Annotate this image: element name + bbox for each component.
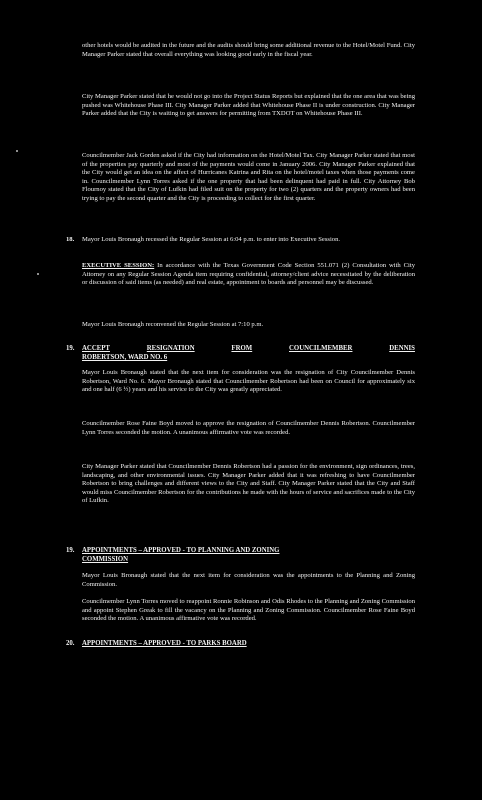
executive-session-paragraph	[82, 262, 415, 288]
item-19-planning-zoning-heading	[66, 547, 415, 565]
item-19-resignation-heading	[66, 345, 415, 363]
executive-session-label: EXECUTIVE SESSION:	[82, 262, 155, 269]
heading-word-accept: ACCEPT	[82, 345, 110, 352]
item-18	[66, 236, 415, 245]
item-20-parks-board-heading	[66, 640, 415, 649]
item-19b-heading-line2: COMMISSION	[82, 555, 129, 563]
paragraph-project-status: City Manager Parker stated that he would not go into the Project Status Reports but explained that the one area that was being pushed was Whitehouse Phase III. City Manager Parker added that Whitehouse Phase II is under construction. City Manager Parker added that the City is waiting to get answers for permitting from TXDOT on Whitehouse Phase III.	[82, 93, 415, 118]
item-19a-heading-line2: ROBERTSON, WARD NO. 6	[82, 353, 168, 361]
executive-session-text: In accordance with the Texas Government Code Section 551.071 (2) Consultation with City Attorney on any Regular Session Agenda item requiring confidential, attorney/client advice necessitated by the deliberation or discussion of said items (as needed) and real estate, appointment to boards and personnel may be discussed.	[82, 262, 416, 287]
scan-speck	[37, 273, 39, 275]
paragraph-hotel-audits: other hotels would be audited in the future and the audits should bring some additional revenue to the Hotel/Motel Fund. City Manager Parker stated that overall everything was looking good early in the fiscal year.	[82, 42, 415, 58]
heading-word-resignation: RESIGNATION	[146, 345, 195, 352]
reconvene-paragraph: Mayor Louis Bronaugh reconvened the Regular Session at 7:10 p.m.	[82, 321, 264, 328]
paragraph-resignation-statement: Mayor Louis Bronaugh stated that the next item for consideration was the resignation of City Councilmember Dennis Robertson, Ward No. 6. Mayor Bronaugh stated that Councilmember Robertson had been on Council for approximately six and one half (6 ½) years and his service to the City was greatly appreciated.	[82, 369, 415, 394]
item-20-heading-text: APPOINTMENTS – APPROVED - TO PARKS BOARD	[82, 640, 247, 647]
item-19b-number: 19.	[66, 547, 75, 554]
paragraph-hotel-motel-tax: Councilmember Jack Gorden asked if the City had information on the Hotel/Motel Tax. City Manager Parker stated that most of the properties pay quarterly and most of the payments would come in January 2006. City Manager Parker explained that the City would get an idea on the affect of Hurricanes Katrina and Rita on the hotel/motel taxes when those payments come in. Councilmember Lynn Torres asked if the one property that had been delinquent had paid in full. City Attorney Bob Flournoy stated that the City of Lufkin had filed suit on the property for two (2) quarters and the property owners had been trying to pay the second quarter and the City is proceeding to collect for the first quarter.	[82, 152, 415, 202]
item-18-number: 18.	[66, 236, 75, 243]
scan-speck	[16, 150, 18, 152]
heading-word-from: FROM	[231, 345, 253, 352]
paragraph-robertson-tribute: City Manager Parker stated that Councilmember Dennis Robertson had a passion for the environment, sign ordinances, trees, landscaping, and other environmental issues. City Manager Parker added that it was refreshing to have Councilmember Robertson to bring challenges and different views to the City and Staff. City Manager Parker stated that the City and Staff would miss Councilmember Robertson for the contributions he made with the hours of service and sacrifices made to the City of Lufkin.	[82, 463, 415, 505]
heading-word-dennis: DENNIS	[389, 345, 415, 352]
paragraph-planning-zoning-motion: Councilmember Lynn Torres moved to reappoint Ronnie Robinson and Odis Rhodes to the Planning and Zoning Commission and appoint Stephen Greak to fill the vacancy on the Planning and Zoning Commission. Councilmember Rose Faine Boyd seconded the motion. A unanimous affirmative vote was recorded.	[82, 598, 415, 623]
item-19b-heading-line1: APPOINTMENTS – APPROVED - TO PLANNING AND ZONING	[82, 547, 280, 554]
heading-word-councilmember: COUNCILMEMBER	[289, 345, 353, 352]
item-20-number: 20.	[66, 640, 75, 647]
paragraph-planning-zoning-intro: Mayor Louis Bronaugh stated that the next item for consideration was the appointments to the Planning and Zoning Commission.	[82, 572, 415, 588]
paragraph-resignation-motion: Councilmember Rose Faine Boyd moved to approve the resignation of Councilmember Dennis Robertson. Councilmember Lynn Torres seconded the motion. A unanimous affirmative vote was recorded.	[82, 420, 415, 436]
item-19a-number: 19.	[66, 345, 75, 352]
item-18-text: Mayor Louis Bronaugh recessed the Regular Session at 6:04 p.m. to enter into Executive Session.	[82, 236, 341, 243]
